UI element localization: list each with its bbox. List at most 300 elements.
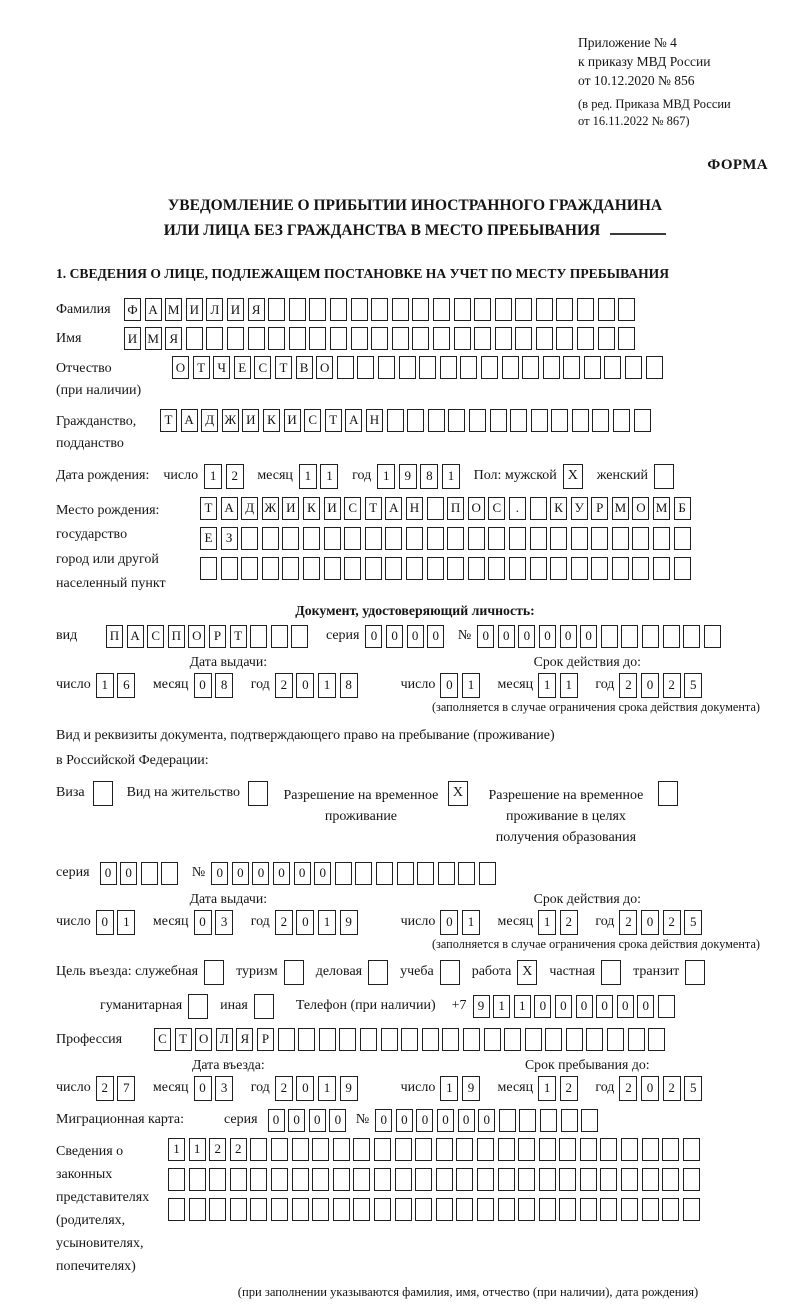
char-box[interactable] — [344, 527, 361, 550]
char-box[interactable]: Т — [193, 356, 210, 379]
char-box[interactable] — [271, 1168, 288, 1191]
char-box[interactable]: И — [186, 298, 203, 321]
char-box[interactable]: 2 — [275, 673, 293, 698]
char-box[interactable]: 0 — [296, 910, 314, 935]
char-box[interactable] — [653, 527, 670, 550]
char-box[interactable]: 0 — [232, 862, 249, 885]
char-box[interactable] — [642, 625, 659, 648]
char-box[interactable] — [335, 862, 352, 885]
char-box[interactable] — [591, 557, 608, 580]
char-box[interactable] — [427, 527, 444, 550]
char-box[interactable] — [468, 557, 485, 580]
char-box[interactable]: . — [509, 497, 526, 520]
char-box[interactable] — [268, 327, 285, 350]
char-box[interactable]: Т — [275, 356, 292, 379]
char-box[interactable]: 0 — [268, 1109, 285, 1132]
char-box[interactable] — [392, 298, 409, 321]
char-box[interactable] — [536, 327, 553, 350]
char-box[interactable]: 1 — [538, 1076, 556, 1101]
char-box[interactable] — [518, 1168, 535, 1191]
char-box[interactable]: 2 — [619, 673, 637, 698]
char-box[interactable] — [456, 1198, 473, 1221]
char-box[interactable]: 0 — [194, 673, 212, 698]
char-box[interactable] — [577, 298, 594, 321]
char-box[interactable] — [440, 356, 457, 379]
char-box[interactable] — [522, 356, 539, 379]
char-box[interactable] — [448, 409, 465, 432]
char-box[interactable]: 9 — [473, 995, 490, 1018]
char-box[interactable]: 0 — [211, 862, 228, 885]
char-box[interactable] — [298, 1028, 315, 1051]
purpose-business-checkbox[interactable] — [368, 960, 388, 985]
char-box[interactable]: А — [221, 497, 238, 520]
char-box[interactable]: Ч — [213, 356, 230, 379]
char-box[interactable]: 1 — [440, 1076, 458, 1101]
char-box[interactable] — [289, 327, 306, 350]
char-box[interactable] — [442, 1028, 459, 1051]
char-box[interactable] — [371, 327, 388, 350]
char-box[interactable]: 1 — [493, 995, 510, 1018]
char-box[interactable] — [632, 557, 649, 580]
char-box[interactable] — [407, 409, 424, 432]
char-box[interactable] — [206, 327, 223, 350]
profession-input[interactable] — [154, 1028, 669, 1051]
char-box[interactable]: 0 — [100, 862, 117, 885]
char-box[interactable]: 1 — [320, 464, 338, 489]
char-box[interactable] — [312, 1138, 329, 1161]
char-box[interactable] — [401, 1028, 418, 1051]
char-box[interactable]: А — [345, 409, 362, 432]
char-box[interactable]: 0 — [437, 1109, 454, 1132]
temp-residence-checkbox[interactable]: X — [448, 781, 468, 806]
char-box[interactable]: 0 — [555, 995, 572, 1018]
char-box[interactable]: 2 — [619, 910, 637, 935]
char-box[interactable] — [498, 1198, 515, 1221]
char-box[interactable]: О — [632, 497, 649, 520]
char-box[interactable] — [454, 298, 471, 321]
char-box[interactable] — [292, 1138, 309, 1161]
char-box[interactable] — [683, 1138, 700, 1161]
char-box[interactable] — [488, 557, 505, 580]
char-box[interactable]: 0 — [288, 1109, 305, 1132]
char-box[interactable]: 1 — [514, 995, 531, 1018]
char-box[interactable] — [586, 1028, 603, 1051]
char-box[interactable] — [312, 1198, 329, 1221]
char-box[interactable]: 5 — [684, 1076, 702, 1101]
char-box[interactable] — [550, 527, 567, 550]
char-box[interactable] — [474, 327, 491, 350]
char-box[interactable] — [509, 557, 526, 580]
char-box[interactable]: 2 — [663, 673, 681, 698]
char-box[interactable] — [200, 557, 217, 580]
char-box[interactable]: М — [653, 497, 670, 520]
char-box[interactable]: 0 — [375, 1109, 392, 1132]
char-box[interactable]: А — [181, 409, 198, 432]
birth-place-line3[interactable] — [200, 557, 694, 580]
char-box[interactable]: Ж — [262, 497, 279, 520]
char-box[interactable]: 0 — [296, 673, 314, 698]
char-box[interactable]: 0 — [252, 862, 269, 885]
residence-valid-day[interactable] — [440, 910, 483, 935]
char-box[interactable]: А — [127, 625, 144, 648]
char-box[interactable] — [519, 1109, 536, 1132]
char-box[interactable]: 0 — [296, 1076, 314, 1101]
char-box[interactable] — [456, 1138, 473, 1161]
char-box[interactable] — [477, 1198, 494, 1221]
char-box[interactable]: Л — [206, 298, 223, 321]
char-box[interactable]: 0 — [478, 1109, 495, 1132]
char-box[interactable] — [278, 1028, 295, 1051]
char-box[interactable] — [168, 1168, 185, 1191]
birth-year-input[interactable] — [377, 464, 463, 489]
char-box[interactable]: 6 — [117, 673, 135, 698]
char-box[interactable]: 2 — [560, 910, 578, 935]
char-box[interactable]: Я — [236, 1028, 253, 1051]
char-box[interactable] — [395, 1138, 412, 1161]
char-box[interactable]: Д — [201, 409, 218, 432]
char-box[interactable] — [374, 1198, 391, 1221]
char-box[interactable] — [540, 1109, 557, 1132]
char-box[interactable]: И — [284, 409, 301, 432]
char-box[interactable]: П — [447, 497, 464, 520]
char-box[interactable] — [539, 1198, 556, 1221]
stay-month[interactable] — [538, 1076, 581, 1101]
char-box[interactable] — [591, 527, 608, 550]
char-box[interactable]: 1 — [168, 1138, 185, 1161]
char-box[interactable] — [241, 527, 258, 550]
doc-valid-day[interactable] — [440, 673, 483, 698]
char-box[interactable] — [612, 527, 629, 550]
residence-issue-month[interactable] — [194, 910, 237, 935]
char-box[interactable]: 2 — [226, 464, 244, 489]
char-box[interactable] — [371, 298, 388, 321]
char-box[interactable] — [662, 1198, 679, 1221]
purpose-transit-checkbox[interactable] — [685, 960, 705, 985]
char-box[interactable] — [530, 527, 547, 550]
char-box[interactable]: 8 — [420, 464, 438, 489]
char-box[interactable] — [502, 356, 519, 379]
char-box[interactable] — [141, 862, 158, 885]
char-box[interactable]: 1 — [189, 1138, 206, 1161]
char-box[interactable] — [674, 557, 691, 580]
char-box[interactable] — [600, 1168, 617, 1191]
char-box[interactable] — [484, 1028, 501, 1051]
char-box[interactable]: Т — [325, 409, 342, 432]
char-box[interactable] — [428, 409, 445, 432]
char-box[interactable]: 1 — [96, 673, 114, 698]
char-box[interactable] — [642, 1198, 659, 1221]
char-box[interactable]: Д — [241, 497, 258, 520]
char-box[interactable] — [324, 557, 341, 580]
purpose-tourism-checkbox[interactable] — [284, 960, 304, 985]
char-box[interactable] — [642, 1138, 659, 1161]
char-box[interactable] — [530, 497, 547, 520]
char-box[interactable] — [412, 298, 429, 321]
char-box[interactable] — [406, 527, 423, 550]
char-box[interactable]: У — [571, 497, 588, 520]
char-box[interactable] — [351, 298, 368, 321]
char-box[interactable] — [250, 625, 267, 648]
char-box[interactable] — [683, 625, 700, 648]
char-box[interactable]: 0 — [477, 625, 494, 648]
char-box[interactable] — [412, 327, 429, 350]
char-box[interactable] — [621, 625, 638, 648]
char-box[interactable]: Р — [591, 497, 608, 520]
char-box[interactable]: 0 — [396, 1109, 413, 1132]
residence-issue-day[interactable] — [96, 910, 139, 935]
sex-female-checkbox[interactable] — [654, 464, 674, 489]
char-box[interactable]: 0 — [194, 910, 212, 935]
char-box[interactable]: И — [227, 298, 244, 321]
char-box[interactable]: 9 — [462, 1076, 480, 1101]
migration-series-input[interactable] — [268, 1109, 350, 1132]
char-box[interactable]: О — [468, 497, 485, 520]
char-box[interactable]: 0 — [386, 625, 403, 648]
char-box[interactable] — [271, 1138, 288, 1161]
char-box[interactable] — [268, 298, 285, 321]
char-box[interactable] — [415, 1198, 432, 1221]
char-box[interactable]: 9 — [340, 1076, 358, 1101]
char-box[interactable]: Ф — [124, 298, 141, 321]
char-box[interactable]: 0 — [498, 625, 515, 648]
char-box[interactable]: 0 — [365, 625, 382, 648]
char-box[interactable]: М — [612, 497, 629, 520]
char-box[interactable] — [518, 1138, 535, 1161]
sex-male-checkbox[interactable]: X — [563, 464, 583, 489]
char-box[interactable] — [469, 409, 486, 432]
char-box[interactable] — [550, 557, 567, 580]
entry-year[interactable] — [275, 1076, 361, 1101]
birth-day-input[interactable] — [204, 464, 247, 489]
char-box[interactable] — [330, 298, 347, 321]
char-box[interactable] — [309, 298, 326, 321]
char-box[interactable] — [572, 409, 589, 432]
char-box[interactable] — [580, 1198, 597, 1221]
char-box[interactable]: 5 — [684, 910, 702, 935]
char-box[interactable] — [292, 1198, 309, 1221]
doc-issue-year[interactable] — [275, 673, 361, 698]
char-box[interactable] — [303, 527, 320, 550]
char-box[interactable]: К — [263, 409, 280, 432]
char-box[interactable]: А — [145, 298, 162, 321]
char-box[interactable]: Р — [257, 1028, 274, 1051]
entry-day[interactable] — [96, 1076, 139, 1101]
char-box[interactable] — [406, 557, 423, 580]
residence-number-input[interactable] — [211, 862, 499, 885]
char-box[interactable]: 0 — [637, 995, 654, 1018]
char-box[interactable] — [436, 1138, 453, 1161]
char-box[interactable] — [580, 1138, 597, 1161]
char-box[interactable] — [186, 327, 203, 350]
char-box[interactable] — [303, 557, 320, 580]
char-box[interactable] — [456, 1168, 473, 1191]
char-box[interactable] — [271, 625, 288, 648]
char-box[interactable]: С — [254, 356, 271, 379]
purpose-study-checkbox[interactable] — [440, 960, 460, 985]
doc-kind-input[interactable] — [106, 625, 312, 648]
residence-issue-year[interactable] — [275, 910, 361, 935]
char-box[interactable] — [333, 1198, 350, 1221]
char-box[interactable]: 0 — [294, 862, 311, 885]
birth-place-line2[interactable] — [200, 527, 694, 550]
char-box[interactable] — [417, 862, 434, 885]
char-box[interactable]: 3 — [215, 1076, 233, 1101]
char-box[interactable] — [324, 527, 341, 550]
char-box[interactable] — [427, 497, 444, 520]
char-box[interactable]: 0 — [440, 673, 458, 698]
char-box[interactable]: Е — [234, 356, 251, 379]
char-box[interactable]: 2 — [663, 910, 681, 935]
char-box[interactable] — [454, 327, 471, 350]
char-box[interactable] — [621, 1138, 638, 1161]
char-box[interactable] — [189, 1198, 206, 1221]
char-box[interactable] — [618, 327, 635, 350]
stay-year[interactable] — [619, 1076, 705, 1101]
char-box[interactable]: О — [195, 1028, 212, 1051]
char-box[interactable]: Т — [230, 625, 247, 648]
doc-valid-year[interactable] — [619, 673, 705, 698]
char-box[interactable] — [381, 1028, 398, 1051]
representatives-line2[interactable] — [168, 1168, 703, 1191]
char-box[interactable] — [658, 995, 675, 1018]
char-box[interactable]: 3 — [215, 910, 233, 935]
char-box[interactable]: 2 — [275, 1076, 293, 1101]
char-box[interactable]: 1 — [462, 673, 480, 698]
char-box[interactable]: 0 — [580, 625, 597, 648]
char-box[interactable]: 2 — [230, 1138, 247, 1161]
char-box[interactable] — [663, 625, 680, 648]
char-box[interactable]: 0 — [309, 1109, 326, 1132]
purpose-humanitarian-checkbox[interactable] — [188, 994, 208, 1019]
purpose-official-checkbox[interactable] — [204, 960, 224, 985]
char-box[interactable]: 0 — [427, 625, 444, 648]
doc-number-input[interactable] — [477, 625, 724, 648]
char-box[interactable] — [387, 409, 404, 432]
char-box[interactable]: И — [124, 327, 141, 350]
char-box[interactable]: 7 — [117, 1076, 135, 1101]
char-box[interactable] — [365, 527, 382, 550]
char-box[interactable] — [490, 409, 507, 432]
char-box[interactable] — [230, 1168, 247, 1191]
char-box[interactable]: 0 — [273, 862, 290, 885]
char-box[interactable] — [337, 356, 354, 379]
char-box[interactable] — [378, 356, 395, 379]
char-box[interactable] — [683, 1168, 700, 1191]
char-box[interactable]: 1 — [318, 1076, 336, 1101]
char-box[interactable] — [499, 1109, 516, 1132]
char-box[interactable]: 0 — [596, 995, 613, 1018]
char-box[interactable] — [648, 1028, 665, 1051]
char-box[interactable] — [250, 1168, 267, 1191]
char-box[interactable] — [481, 356, 498, 379]
doc-issue-day[interactable] — [96, 673, 139, 698]
char-box[interactable]: В — [296, 356, 313, 379]
surname-input[interactable] — [124, 298, 639, 321]
char-box[interactable]: 2 — [96, 1076, 114, 1101]
char-box[interactable]: 0 — [534, 995, 551, 1018]
char-box[interactable] — [365, 557, 382, 580]
char-box[interactable] — [189, 1168, 206, 1191]
char-box[interactable] — [353, 1138, 370, 1161]
char-box[interactable] — [498, 1138, 515, 1161]
char-box[interactable] — [625, 356, 642, 379]
char-box[interactable] — [577, 327, 594, 350]
char-box[interactable]: С — [147, 625, 164, 648]
char-box[interactable] — [291, 625, 308, 648]
char-box[interactable] — [543, 356, 560, 379]
char-box[interactable] — [221, 557, 238, 580]
char-box[interactable] — [209, 1198, 226, 1221]
char-box[interactable]: 8 — [215, 673, 233, 698]
char-box[interactable] — [607, 1028, 624, 1051]
char-box[interactable] — [312, 1168, 329, 1191]
residence-valid-month[interactable] — [538, 910, 581, 935]
char-box[interactable] — [642, 1168, 659, 1191]
char-box[interactable] — [551, 409, 568, 432]
char-box[interactable] — [438, 862, 455, 885]
char-box[interactable]: М — [165, 298, 182, 321]
char-box[interactable] — [353, 1198, 370, 1221]
char-box[interactable]: 1 — [377, 464, 395, 489]
char-box[interactable]: 5 — [684, 673, 702, 698]
char-box[interactable] — [161, 862, 178, 885]
char-box[interactable]: 1 — [538, 910, 556, 935]
char-box[interactable] — [632, 527, 649, 550]
char-box[interactable] — [530, 557, 547, 580]
char-box[interactable] — [477, 1168, 494, 1191]
char-box[interactable] — [392, 327, 409, 350]
char-box[interactable]: 0 — [120, 862, 137, 885]
char-box[interactable] — [419, 356, 436, 379]
char-box[interactable]: 0 — [641, 1076, 659, 1101]
char-box[interactable] — [704, 625, 721, 648]
char-box[interactable] — [168, 1198, 185, 1221]
char-box[interactable] — [592, 409, 609, 432]
birth-month-input[interactable] — [299, 464, 342, 489]
char-box[interactable] — [634, 409, 651, 432]
patronymic-input[interactable] — [172, 356, 666, 379]
char-box[interactable] — [600, 1198, 617, 1221]
char-box[interactable]: 1 — [204, 464, 222, 489]
char-box[interactable] — [580, 1168, 597, 1191]
char-box[interactable] — [662, 1168, 679, 1191]
entry-month[interactable] — [194, 1076, 237, 1101]
char-box[interactable] — [351, 327, 368, 350]
char-box[interactable]: 0 — [617, 995, 634, 1018]
char-box[interactable]: Т — [175, 1028, 192, 1051]
residence-valid-year[interactable] — [619, 910, 705, 935]
char-box[interactable]: 0 — [539, 625, 556, 648]
char-box[interactable]: Р — [209, 625, 226, 648]
char-box[interactable]: А — [385, 497, 402, 520]
doc-valid-month[interactable] — [538, 673, 581, 698]
char-box[interactable] — [385, 557, 402, 580]
char-box[interactable] — [271, 1198, 288, 1221]
char-box[interactable]: 2 — [619, 1076, 637, 1101]
char-box[interactable] — [510, 409, 527, 432]
char-box[interactable] — [518, 1198, 535, 1221]
char-box[interactable] — [683, 1198, 700, 1221]
birth-place-line1[interactable] — [200, 497, 694, 520]
char-box[interactable] — [559, 1138, 576, 1161]
char-box[interactable] — [571, 527, 588, 550]
char-box[interactable]: И — [282, 497, 299, 520]
char-box[interactable] — [539, 1168, 556, 1191]
char-box[interactable]: Н — [366, 409, 383, 432]
temp-residence-education-checkbox[interactable] — [658, 781, 678, 806]
char-box[interactable] — [248, 327, 265, 350]
char-box[interactable] — [344, 557, 361, 580]
